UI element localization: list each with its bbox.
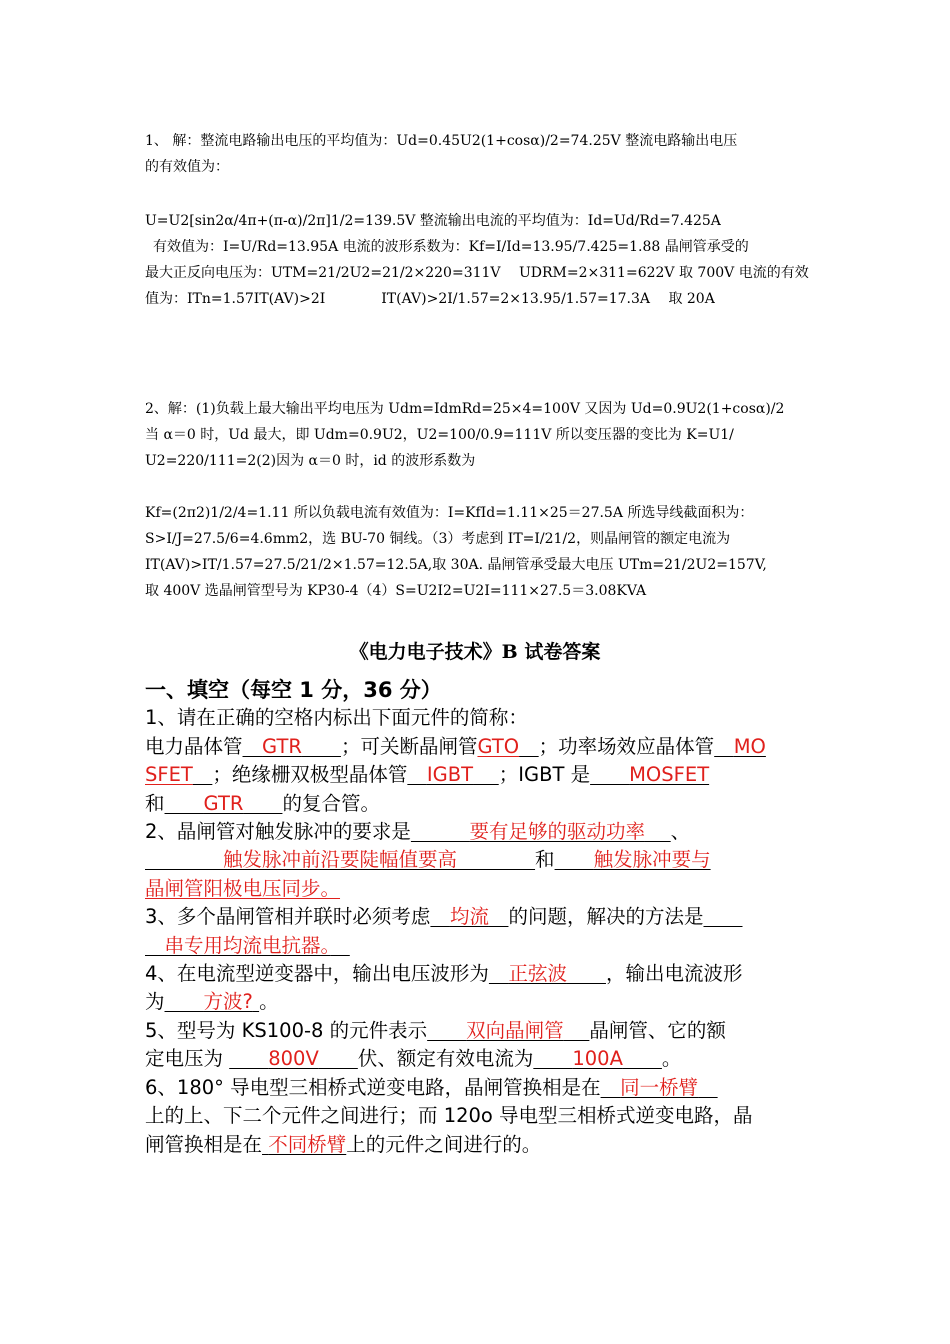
question-text: ；可关断晶闸管 bbox=[340, 734, 478, 758]
answer-same-arm: 同一桥臂 bbox=[620, 1075, 699, 1099]
question-6-line: 上的上、下二个元件之间进行；而 120o 导电型三相桥式逆变电路，晶 bbox=[145, 1104, 753, 1128]
solution-1-line: 有效值为：I=U/Rd=13.95A 电流的波形系数为：Kf=I/Id=13.95/7.425=1.88 晶闸管承受的 bbox=[153, 239, 749, 255]
solution-2-line: Kf=(2π2)1/2/4=1.11 所以负载电流有效值为：I=KfId=1.11×25＝27.5A 所选导线截面积为： bbox=[145, 505, 754, 521]
question-2-line bbox=[145, 846, 810, 874]
question-text: 闸管换相是在 bbox=[145, 1132, 263, 1156]
answer-gtr: GTR bbox=[262, 734, 302, 758]
answer-triac: 双向晶闸管 bbox=[466, 1018, 564, 1042]
question-1-line bbox=[145, 761, 810, 789]
answer-blank bbox=[427, 1019, 589, 1042]
question-1-line bbox=[145, 790, 810, 818]
solution-2-line: S>I/J=27.5/6=4.6mm2，选 BU-70 铜线。（3）考虑到 IT=I/21/2，则晶闸管的额定电流为 bbox=[145, 531, 731, 547]
fill-in-section bbox=[145, 676, 810, 1159]
answer-square-wave: 方波? bbox=[203, 990, 253, 1014]
question-5-line bbox=[145, 1017, 810, 1045]
solution-1-line: 的有效值为： bbox=[145, 159, 229, 175]
question-text: 。 bbox=[661, 1047, 682, 1071]
answer-mosfet-part2: SFET bbox=[145, 763, 193, 787]
question-text: 上的元件之间进行的。 bbox=[346, 1132, 542, 1156]
question-text: 定电压为 bbox=[145, 1047, 224, 1071]
answer-blank bbox=[229, 1047, 358, 1070]
question-text: 电力晶体管 bbox=[145, 734, 243, 758]
solution-2-line: 当 α＝0 时，Ud 最大，即 Udm=0.9U2，U2=100/0.9=111V 所以变压器的变比为 K=U1/ bbox=[145, 427, 734, 443]
question-text: 、 bbox=[670, 820, 691, 844]
answer-gtr: GTR bbox=[203, 791, 244, 815]
answer-steep-edge: 触发脉冲前沿要陡幅值要高 bbox=[223, 848, 458, 872]
answer-reactor: 串专用均流电抗器。 bbox=[164, 933, 331, 957]
answer-blank bbox=[601, 1076, 718, 1099]
question-text: 。 bbox=[259, 990, 279, 1014]
answer-blank bbox=[555, 848, 711, 871]
question-text: 6、180° 导电型三相桥式逆变电路，晶闸管换相是在 bbox=[145, 1075, 601, 1099]
answer-blank bbox=[165, 990, 260, 1013]
question-3-line bbox=[145, 903, 810, 931]
answer-blank bbox=[430, 905, 508, 928]
solution-1-line: U=U2[sin2α/4π+(π-α)/2π]1/2=139.5V 整流输出电流的平均值为：Id=Ud/Rd=7.425A bbox=[145, 213, 721, 229]
question-4-line bbox=[145, 960, 810, 988]
question-text: 和 bbox=[145, 791, 165, 815]
answer-different-arm: 不同桥臂 bbox=[268, 1132, 347, 1156]
solution-2-line: U2=220/111=2(2)因为 α＝0 时，id 的波形系数为 bbox=[145, 453, 476, 469]
question-2-line bbox=[145, 818, 810, 846]
answer-gto: GTO bbox=[477, 734, 520, 758]
answer-sync-part1: 触发脉冲要与 bbox=[593, 848, 711, 872]
question-text: 4、在电流型逆变器中，输出电压波形为 bbox=[145, 962, 489, 986]
answer-igbt: IGBT bbox=[426, 763, 474, 787]
solution-2-line: 2、解：(1)负载上最大输出平均电压为 Udm=IdmRd=25×4=100V 又因为 Ud=0.9U2(1+cosα)/2 bbox=[145, 401, 785, 417]
answer-drive-power: 要有足够的驱动功率 bbox=[469, 820, 645, 844]
answer-blank bbox=[411, 820, 671, 843]
exam-answer-title: 《电力电子技术》B 试卷答案 bbox=[349, 641, 601, 663]
answer-blank bbox=[165, 792, 283, 815]
solution-1-line: 值为：ITn=1.57IT(AV)>2I IT(AV)>2I/1.57=2×13.95/1.57=17.3A 取 20A bbox=[145, 291, 715, 307]
answer-sine-wave: 正弦波 bbox=[508, 962, 567, 986]
question-6-line bbox=[145, 1131, 810, 1159]
answer-blank bbox=[243, 735, 341, 758]
question-1-stem: 1、请在正确的空格内标出下面元件的简称： bbox=[145, 706, 528, 730]
question-3-line bbox=[145, 932, 810, 960]
question-text: 2、晶闸管对触发脉冲的要求是 bbox=[145, 820, 411, 844]
section-heading: 一、填空（每空 1 分，36 分） bbox=[145, 678, 442, 702]
answer-blank bbox=[714, 735, 766, 758]
answer-blank bbox=[145, 848, 535, 871]
solution-1-line: 最大正反向电压为：UTM=21/2U2=21/2×220=311V UDRM=2×311=622V 取 700V 电流的有效 bbox=[145, 265, 809, 281]
answer-100a: 100A bbox=[572, 1047, 623, 1071]
solution-2-line: IT(AV)>IT/1.57=27.5/21/2×1.57=12.5A,取 30A. 晶闸管承受最大电压 UTm=21/2U2=157V, bbox=[145, 557, 767, 573]
answer-sync-part2: 晶闸管阳极电压同步。 bbox=[145, 876, 341, 900]
question-text: 的问题，解决的方法是 bbox=[508, 905, 704, 929]
question-text: 5、型号为 KS100-8 的元件表示 bbox=[145, 1018, 428, 1042]
solution-1-line: 1、 解：整流电路输出电压的平均值为：Ud=0.45U2(1+cosα)/2=74.25V 整流电路输出电压 bbox=[145, 133, 738, 149]
answer-blank bbox=[533, 1047, 662, 1070]
question-text: ；功率场效应晶体管 bbox=[538, 734, 715, 758]
answer-current-sharing: 均流 bbox=[449, 905, 489, 929]
answer-blank bbox=[145, 934, 350, 957]
question-6-line bbox=[145, 1074, 810, 1102]
answer-mosfet: MOSFET bbox=[629, 763, 710, 787]
question-text: ；IGBT 是 bbox=[498, 763, 591, 787]
answer-mosfet-part1: MO bbox=[733, 734, 766, 758]
question-4-line bbox=[145, 988, 810, 1016]
question-1-line bbox=[145, 733, 810, 761]
answer-blank bbox=[407, 763, 498, 786]
answer-800v: 800V bbox=[268, 1047, 319, 1071]
question-2-line bbox=[145, 875, 810, 903]
answer-blank bbox=[489, 962, 606, 985]
question-text: 伏、额定有效电流为 bbox=[357, 1047, 534, 1071]
question-text: ，输出电流波形 bbox=[605, 962, 743, 986]
answer-blank bbox=[590, 763, 709, 786]
question-text: 为 bbox=[145, 990, 165, 1014]
answer-blank bbox=[262, 1133, 346, 1156]
question-text: 和 bbox=[535, 848, 555, 872]
solution-2-line: 取 400V 选晶闸管型号为 KP30-4（4）S=U2I2=U2I=111×27.5＝3.08KVA bbox=[145, 583, 647, 599]
solution-2 bbox=[145, 396, 825, 604]
question-text: ；绝缘栅双极型晶体管 bbox=[212, 763, 408, 787]
question-5-line bbox=[145, 1045, 810, 1073]
question-text: 3、多个晶闸管相并联时必须考虑 bbox=[145, 905, 431, 929]
solution-1 bbox=[145, 128, 825, 312]
question-text: 的复合管。 bbox=[282, 791, 380, 815]
question-text: 晶闸管、它的额 bbox=[589, 1018, 726, 1042]
